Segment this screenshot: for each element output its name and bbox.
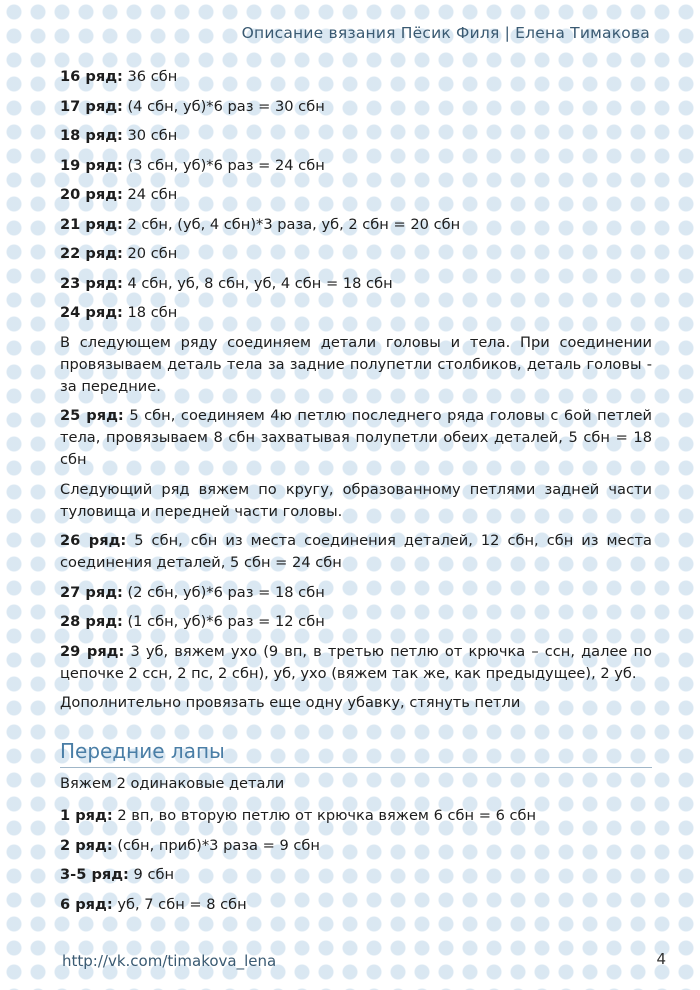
row-label: 26 ряд:	[60, 532, 127, 549]
row-text: 4 сбн, уб, 8 сбн, уб, 4 сбн = 18 сбн	[127, 274, 393, 292]
row-text: 30 сбн	[127, 127, 178, 144]
row-20	[60, 184, 652, 206]
row-text: (1 сбн, уб)*6 раз = 12 сбн	[127, 613, 325, 630]
paws-row-3-5	[60, 864, 652, 886]
row-17	[60, 96, 652, 118]
row-text: 3 уб, вяжем ухо (9 вп, в третью петлю от крючка – ссн, далее по цепочке 2 ссн, 2 пс, 2 сбн), уб, ухо (вяжем так же, как предыдущее), 2 уб.	[60, 642, 652, 682]
page-content	[60, 66, 652, 923]
row-label: 21 ряд:	[60, 215, 123, 233]
row-label: 16 ряд:	[60, 68, 123, 85]
row-label: 28 ряд:	[60, 613, 123, 630]
row-label: 6 ряд:	[60, 895, 113, 913]
paragraph-knit-in-circle: Следующий ряд вяжем по кругу, образованному петлями задней части туловища и передней части головы.	[60, 480, 652, 520]
row-24	[60, 302, 652, 324]
row-label: 27 ряд:	[60, 583, 123, 601]
row-label: 29 ряд:	[60, 642, 125, 660]
row-23	[60, 273, 652, 295]
row-text: уб, 7 сбн = 8 сбн	[117, 895, 247, 913]
row-label: 20 ряд:	[60, 186, 123, 203]
row-19	[60, 155, 652, 177]
row-label: 18 ряд:	[60, 127, 123, 144]
row-text: 5 сбн, сбн из места соединения деталей, 12 сбн, сбн из места соединения деталей, 5 сбн = 24 сбн	[60, 532, 652, 571]
row-text: 18 сбн	[127, 304, 178, 321]
row-26	[60, 530, 652, 574]
page-number: 4	[656, 950, 666, 968]
paws-row-6	[60, 894, 652, 916]
row-label: 1 ряд:	[60, 807, 113, 824]
row-text: 5 сбн, соединяем 4ю петлю последнего ряда головы с 6ой петлей тела, провязываем 8 сбн захватывая полупетли обеих деталей, 5 сбн = 18 сбн	[60, 407, 652, 468]
row-16	[60, 66, 652, 88]
row-label: 19 ряд:	[60, 156, 123, 174]
row-25	[60, 405, 652, 471]
row-label: 2 ряд:	[60, 836, 113, 854]
row-27	[60, 582, 652, 604]
row-label: 23 ряд:	[60, 274, 123, 292]
row-label: 17 ряд:	[60, 97, 123, 115]
row-18	[60, 125, 652, 147]
row-label: 22 ряд:	[60, 245, 123, 262]
row-text: 24 сбн	[127, 186, 178, 203]
row-28	[60, 611, 652, 633]
section-intro: Вяжем 2 одинаковые детали	[60, 775, 285, 792]
row-text: 36 сбн	[127, 68, 178, 85]
row-label: 3-5 ряд:	[60, 866, 129, 883]
paws-row-1	[60, 805, 652, 827]
row-29	[60, 641, 652, 685]
row-text: 2 сбн, (уб, 4 сбн)*3 раза, уб, 2 сбн = 20 сбн	[127, 215, 461, 233]
row-21	[60, 214, 652, 236]
paws-row-2	[60, 835, 652, 857]
row-text: 9 сбн	[133, 866, 175, 883]
row-label: 24 ряд:	[60, 304, 123, 321]
row-text: (3 сбн, уб)*6 раз = 24 сбн	[127, 156, 325, 174]
row-22	[60, 243, 652, 265]
page-header-title: Описание вязания Пёсик Филя | Елена Тимакова	[241, 24, 650, 42]
paragraph-finish: Дополнительно провязать еще одну убавку, стянуть петли	[60, 694, 521, 711]
row-label: 25 ряд:	[60, 407, 124, 424]
section-title-front-paws: Передние лапы	[60, 739, 652, 768]
row-text: (4 сбн, уб)*6 раз = 30 сбн	[127, 97, 325, 115]
row-text: (2 сбн, уб)*6 раз = 18 сбн	[127, 583, 325, 601]
row-text: (сбн, приб)*3 раза = 9 сбн	[117, 836, 320, 854]
footer-author-link[interactable]: http://vk.com/timakova_lena	[62, 952, 277, 970]
paragraph-join-parts: В следующем ряду соединяем детали головы и тела. При соединении провязываем деталь тела за задние полупетли столбиков, деталь головы - за передние.	[60, 333, 652, 395]
row-text: 20 сбн	[127, 245, 178, 262]
row-text: 2 вп, во вторую петлю от крючка вяжем 6 сбн = 6 сбн	[117, 807, 537, 824]
